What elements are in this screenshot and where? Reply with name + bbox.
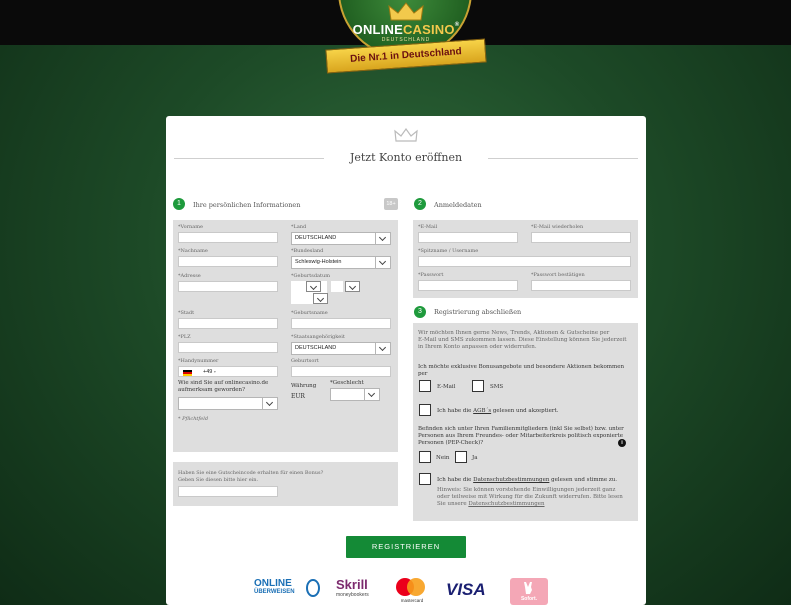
agb-link[interactable]: AGB´s xyxy=(473,408,492,414)
agb-checkbox[interactable] xyxy=(419,404,431,416)
logo-wordmark: ONLINECASINO® xyxy=(352,22,460,37)
title-rule-left xyxy=(174,158,324,159)
newsletter-intro-line1: Wir möchten Ihnen gerne News, Trends, Aktionen & Gutscheine per xyxy=(418,330,610,336)
section-2-number: 2 xyxy=(414,198,426,210)
bundesland-select[interactable]: Schleswig-Holstein xyxy=(291,256,391,269)
password-confirm-input[interactable] xyxy=(531,280,631,291)
caret-down-icon: ▾ xyxy=(213,369,216,374)
source-select[interactable] xyxy=(178,397,278,410)
chevron-down-icon xyxy=(375,343,390,354)
nachname-input[interactable] xyxy=(178,256,278,267)
bonus-offer-line1: Ich möchte exklusive Bonusangebote und besondere Aktionen bekommen xyxy=(418,364,625,370)
plz-label: *PLZ xyxy=(178,334,191,340)
bundesland-label: *Bundesland xyxy=(291,248,324,254)
geburtsname-label: *Geburtsname xyxy=(291,310,328,316)
password-input[interactable] xyxy=(418,280,518,291)
title-rule-right xyxy=(488,158,638,159)
hint-datenschutz-link[interactable]: Datenschutzbestimmungen xyxy=(468,501,545,507)
geburtsort-label: Geburtsort xyxy=(291,358,319,364)
section-3-title: Registrierung abschließen xyxy=(434,308,522,316)
hint-line1: Hinweis: Sie können vorstehende Einwilligungen jederzeit ganz xyxy=(437,487,616,493)
handynummer-input[interactable] xyxy=(178,366,278,377)
stadt-label: *Stadt xyxy=(178,310,195,316)
section-3-number: 3 xyxy=(414,306,426,318)
chevron-down-icon xyxy=(262,398,277,409)
registration-card xyxy=(166,116,646,605)
victory-hand-icon xyxy=(522,581,536,595)
logo-subtitle: DEUTSCHLAND xyxy=(381,37,431,43)
waehrung-label: Währung xyxy=(291,383,317,389)
geburtsname-input[interactable] xyxy=(291,318,391,329)
geburtsdatum-day-select[interactable] xyxy=(306,281,321,292)
pep-question-line1: Befinden sich unter Ihren Familienmitgliedern (inkl Sie selbst) bzw. unter xyxy=(418,426,624,432)
plz-input[interactable] xyxy=(178,342,278,353)
onlinecasino-logo[interactable] xyxy=(322,0,490,92)
vorname-label: *Vorname xyxy=(178,224,203,230)
pflichtfeld-note: * Pflichtfeld xyxy=(178,416,209,422)
finish-registration-panel xyxy=(413,323,638,521)
sms-optin-checkbox[interactable] xyxy=(472,380,484,392)
datenschutz-checkbox[interactable] xyxy=(419,473,431,485)
logo-tagline-ribbon: Die Nr.1 in Deutschland xyxy=(325,38,486,73)
username-label: *Spitzname / Username xyxy=(418,248,479,254)
sofort-logo: Sofort. xyxy=(510,578,548,605)
email-optin-label: E-Mail xyxy=(437,384,456,390)
pep-question-line3: Personen (PEP-Check)? xyxy=(418,440,484,446)
password-confirm-label: *Passwort bestätigen xyxy=(531,272,585,278)
geburtsdatum-year-field[interactable] xyxy=(331,281,343,292)
pep-yes-label: Ja xyxy=(472,455,478,461)
geburtsdatum-year-select[interactable] xyxy=(345,281,360,292)
email-label: *E-Mail xyxy=(418,224,438,230)
personal-info-panel xyxy=(173,220,398,452)
hint-line3: Sie unsere Datenschutzbestimmungen xyxy=(437,501,545,507)
chevron-down-icon xyxy=(375,233,390,244)
land-label: *Land xyxy=(291,224,307,230)
geburtsort-input[interactable] xyxy=(291,366,391,377)
password-label: *Passwort xyxy=(418,272,444,278)
handynummer-label: *Handynummer xyxy=(178,358,219,364)
crown-icon xyxy=(394,128,418,143)
email-input[interactable] xyxy=(418,232,518,243)
section-1-title: Ihre persönlichen Informationen xyxy=(193,201,301,209)
vorname-input[interactable] xyxy=(178,232,278,243)
bonus-code-panel xyxy=(173,462,398,506)
source-question-line2: aufmerksam geworden? xyxy=(178,387,246,393)
mastercard-logo: mastercard xyxy=(394,578,430,605)
agb-label: Ich habe die AGB´s gelesen und akzeptiert. xyxy=(437,408,559,414)
phone-prefix: +49 xyxy=(203,369,213,375)
stadt-input[interactable] xyxy=(178,318,278,329)
datenschutz-link[interactable]: Datenschutzbestimmungen xyxy=(473,477,550,483)
section-2-title: Anmeldedaten xyxy=(434,201,482,209)
geburtsdatum-label: *Geburtsdatum xyxy=(291,273,330,279)
crown-icon xyxy=(388,2,424,22)
newsletter-intro-line2: E-Mail und SMS zukommen lassen. Diese Einstellung können Sie jederzeit xyxy=(418,337,627,343)
bonus-code-line1: Haben Sie eine Gutscheincode erhalten für einen Bonus? xyxy=(178,470,324,476)
chevron-down-icon xyxy=(375,257,390,268)
pep-no-label: Nein xyxy=(436,455,450,461)
geburtsdatum-month-select[interactable] xyxy=(313,293,328,304)
info-icon[interactable]: i xyxy=(618,439,626,447)
sms-optin-label: SMS xyxy=(490,384,504,390)
adresse-input[interactable] xyxy=(178,281,278,292)
staatsangehoerigkeit-label: *Staatsangehörigkeit xyxy=(291,334,345,340)
age-18-badge: 18+ xyxy=(384,198,398,210)
source-question-line1: Wie sind Sie auf onlinecasino.de xyxy=(178,380,269,386)
bonus-offer-line2: per xyxy=(418,371,428,377)
pep-no-checkbox[interactable] xyxy=(419,451,431,463)
form-title: Jetzt Konto eröffnen xyxy=(349,151,463,164)
newsletter-intro-line3: in Ihrem Konto anpassen oder widerrufen. xyxy=(418,344,537,350)
pep-question-line2: Personen aus Ihrem Freundes- oder Mitarbeiterkreis politisch exponierte xyxy=(418,433,624,439)
email-repeat-input[interactable] xyxy=(531,232,631,243)
email-optin-checkbox[interactable] xyxy=(419,380,431,392)
geschlecht-select[interactable] xyxy=(330,388,380,401)
bonus-code-input[interactable] xyxy=(178,486,278,497)
pep-yes-checkbox[interactable] xyxy=(455,451,467,463)
datenschutz-label: Ich habe die Datenschutzbestimmungen gelesen und stimme zu. xyxy=(437,477,618,483)
adresse-label: *Adresse xyxy=(178,273,201,279)
hint-line2: oder teilweise mit Wirkung für die Zukunft widerrufen. Bitte lesen xyxy=(437,494,623,500)
online-ueberweisen-logo: ONLINE ÜBERWEISEN xyxy=(254,578,320,602)
login-data-panel xyxy=(413,220,638,298)
skrill-logo: Skrill moneybookers xyxy=(336,577,369,598)
chevron-down-icon xyxy=(364,389,379,400)
visa-logo: VISA xyxy=(446,580,486,599)
waehrung-value: EUR xyxy=(291,393,305,400)
land-select[interactable]: DEUTSCHLAND xyxy=(291,232,391,245)
nachname-label: *Nachname xyxy=(178,248,208,254)
bonus-code-line2: Geben Sie diesen bitte hier ein. xyxy=(178,477,259,483)
germany-flag-icon xyxy=(183,370,192,376)
username-input[interactable] xyxy=(418,256,631,267)
geschlecht-label: *Geschlecht xyxy=(330,380,364,386)
section-1-number: 1 xyxy=(173,198,185,210)
staatsangehoerigkeit-select[interactable]: DEUTSCHLAND xyxy=(291,342,391,355)
email-repeat-label: *E-Mail wiederholen xyxy=(531,224,584,230)
register-button[interactable]: REGISTRIEREN xyxy=(346,536,466,558)
